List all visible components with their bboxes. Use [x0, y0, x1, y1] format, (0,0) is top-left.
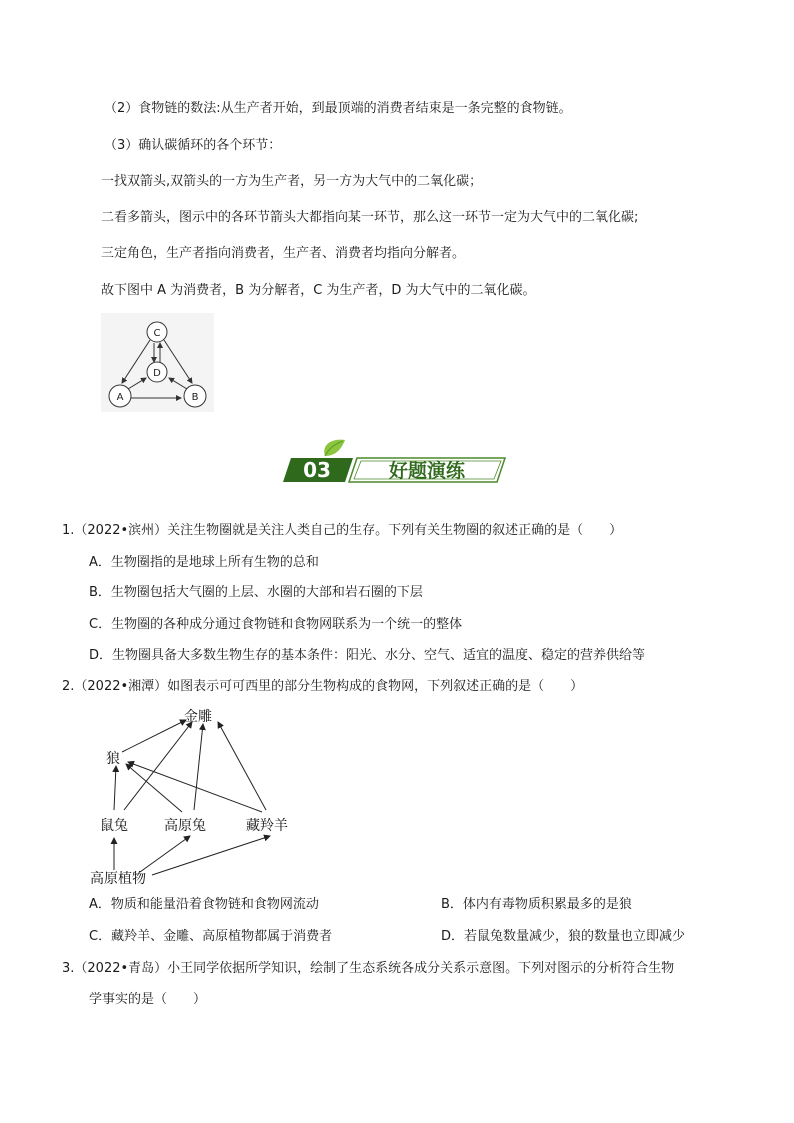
arrow-plant-to-hare: [140, 836, 190, 872]
arrow-plant-to-antelope: [152, 836, 270, 875]
explanation-step3: 三定角色，生产者指向消费者，生产者、消费者均指向分解者。: [101, 246, 466, 261]
q2-option-a[interactable]: A．物质和能量沿着食物链和食物网流动: [89, 897, 319, 912]
arrow-pika-to-wolf: [114, 766, 116, 810]
node-pika: 鼠兔: [100, 818, 128, 834]
node-hare: 高原兔: [164, 818, 206, 834]
q1-stem: 1.（2022•滨州）关注生物圈就是关注人类自己的生存。下列有关生物圈的叙述正确的是（ ）: [62, 523, 623, 538]
arrow-wolf-to-eagle: [122, 720, 186, 752]
q1-option-c[interactable]: C．生物圈的各种成分通过食物链和食物网联系为一个统一的整体: [89, 617, 463, 632]
arrow-pika-to-eagle: [124, 722, 192, 810]
q2-stem: 2.（2022•湘潭）如图表示可可西里的部分生物构成的食物网，下列叙述正确的是（ ）: [62, 679, 584, 694]
explanation-p3: （3）确认碳循环的各个环节：: [104, 138, 282, 153]
food-web-diagram: [86, 700, 316, 890]
q1-option-a[interactable]: A．生物圈指的是地球上所有生物的总和: [89, 555, 319, 570]
explanation-p2: （2）食物链的数法:从生产者开始，到最顶端的消费者结束是一条完整的食物链。: [104, 101, 572, 116]
arrow-hare-to-eagle: [194, 724, 203, 810]
node-wolf: 狼: [106, 751, 120, 767]
explanation-step1: 一找双箭头,双箭头的一方为生产者，另一方为大气中的二氧化碳；: [101, 174, 483, 189]
q2-option-d[interactable]: D．若鼠兔数量减少，狼的数量也立即减少: [441, 929, 686, 944]
node-d-label: D: [153, 368, 161, 379]
banner-number: 03: [303, 458, 331, 482]
node-a-label: A: [116, 392, 124, 403]
q1-option-d[interactable]: D．生物圈具备大多数生物生存的基本条件：阳光、水分、空气、适宜的温度、稳定的营养供给等: [89, 648, 646, 663]
arrow-antelope-to-eagle: [218, 722, 266, 810]
q1-option-b[interactable]: B．生物圈包括大气圈的上层、水圈的大部和岩石圈的下层: [89, 585, 423, 600]
node-c-label: C: [153, 328, 161, 339]
node-b-label: B: [191, 392, 199, 403]
explanation-conclusion: 故下图中 A 为消费者，B 为分解者，C 为生产者，D 为大气中的二氧化碳。: [101, 283, 536, 298]
node-antelope: 藏羚羊: [246, 818, 288, 834]
section-banner: [281, 436, 511, 486]
q2-option-b[interactable]: B．体内有毒物质积累最多的是狼: [441, 897, 632, 912]
arrow-a-to-d: [128, 378, 146, 389]
node-plant: 高原植物: [90, 871, 146, 887]
q2-option-c[interactable]: C．藏羚羊、金雕、高原植物都属于消费者: [89, 929, 333, 944]
arrow-c-to-b: [164, 340, 192, 383]
carbon-cycle-diagram: [101, 313, 214, 412]
q3-stem-line2: 学事实的是（ ）: [89, 992, 207, 1007]
explanation-step2: 二看多箭头，图示中的各环节箭头大都指向某一环节，那么这一环节一定为大气中的二氧化碳;: [101, 210, 639, 225]
arrow-c-to-a: [122, 340, 150, 383]
leaf-icon: [324, 440, 345, 456]
arrow-b-to-d: [169, 378, 187, 389]
banner-title: 好题演练: [388, 460, 466, 482]
node-eagle: 金雕: [184, 709, 212, 725]
q3-stem-line1: 3.（2022•青岛）小王同学依据所学知识，绘制了生态系统各成分关系示意图。下列对图示的分析符合生物: [62, 961, 675, 976]
